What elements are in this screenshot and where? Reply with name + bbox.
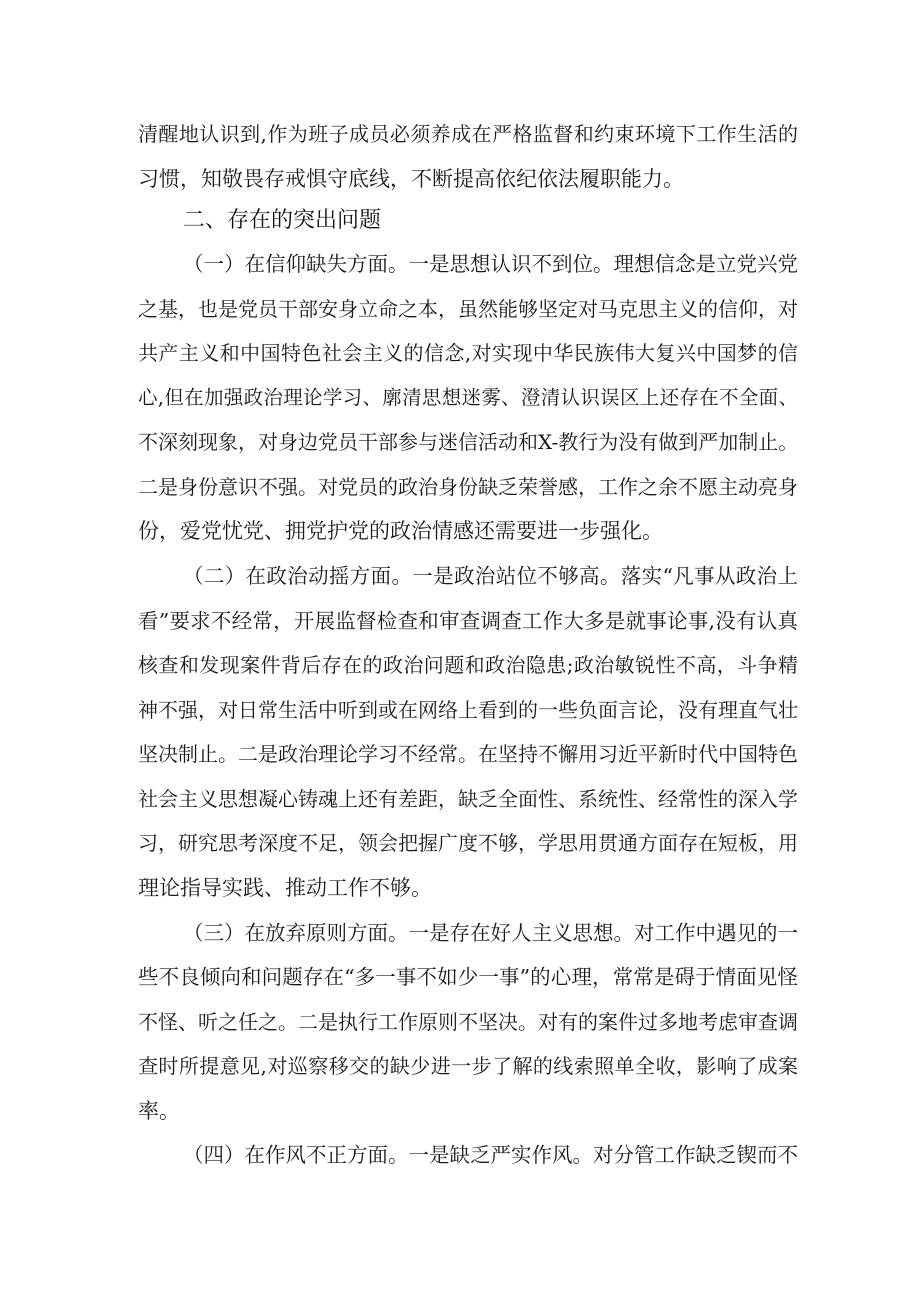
para2-line-1: （二）在政治动摇方面。一是政治站位不够高。落实“凡事从政治上 [183, 564, 798, 588]
para2-line-2: 看”要求不经常，开展监督检查和审查调查工作大多是就事论事,没有认真 [138, 609, 798, 633]
para2-line-4: 神不强，对日常生活中听到或在网络上看到的一些负面言论，没有理直气壮 [138, 698, 798, 722]
para2-line-5: 坚决制止。二是政治理论学习不经常。在坚持不懈用习近平新时代中国特色 [138, 742, 798, 766]
para3-line-3: 不怪、听之任之。二是执行工作原则不坚决。对有的案件过多地考虑审查调 [138, 1010, 798, 1034]
para3-line-2: 些不良倾向和问题存在“多一事不如少一事”的心理，常常是碍于情面见怪 [138, 965, 798, 989]
section-heading: 二、存在的突出问题 [183, 208, 382, 233]
para2-line-3: 核查和发现案件背后存在的政治问题和政治隐患;政治敏锐性不高，斗争精 [138, 653, 798, 677]
para3-line-4: 查时所提意见,对巡察移交的缺少进一步了解的线索照单全收，影响了成案 [138, 1054, 798, 1078]
para1-line-5: 不深刻现象，对身边党员干部参与迷信活动和X-教行为没有做到严加制止。 [138, 430, 798, 454]
para1-line-7: 份，爱党忧党、拥党护党的政治情感还需要进一步强化。 [138, 519, 663, 543]
para1-line-2: 之基，也是党员干部安身立命之本，虽然能够坚定对马克思主义的信仰，对 [138, 297, 798, 321]
para4-line-1: （四）在作风不正方面。一是缺乏严实作风。对分管工作缺乏锲而不 [183, 1143, 798, 1167]
para1-line-6: 二是身份意识不强。对党员的政治身份缺乏荣誉感，工作之余不愿主动亮身 [138, 475, 798, 499]
para2-line-6: 社会主义思想凝心铸魂上还有差距，缺乏全面性、系统性、经常性的深入学 [138, 787, 798, 811]
intro-line-2: 习惯，知敬畏存戒惧守底线，不断提高依纪依法履职能力。 [138, 167, 684, 191]
para1-line-3: 共产主义和中国特色社会主义的信念,对实现中华民族伟大复兴中国梦的信 [138, 341, 798, 365]
para2-line-7: 习，研究思考深度不足，领会把握广度不够，学思用贯通方面存在短板，用 [138, 831, 798, 855]
para1-line-1: （一）在信仰缺失方面。一是思想认识不到位。理想信念是立党兴党 [183, 252, 798, 276]
para3-line-5: 率。 [138, 1099, 180, 1123]
intro-line-1: 清醒地认识到,作为班子成员必须养成在严格监督和约束环境下工作生活的 [138, 122, 798, 146]
para1-line-4: 心,但在加强政治理论学习、廓清思想迷雾、澄清认识误区上还存在不全面、 [138, 386, 798, 409]
para3-line-1: （三）在放弃原则方面。一是存在好人主义思想。对工作中遇见的一 [183, 921, 798, 945]
para2-line-8: 理论指导实践、推动工作不够。 [138, 876, 432, 900]
